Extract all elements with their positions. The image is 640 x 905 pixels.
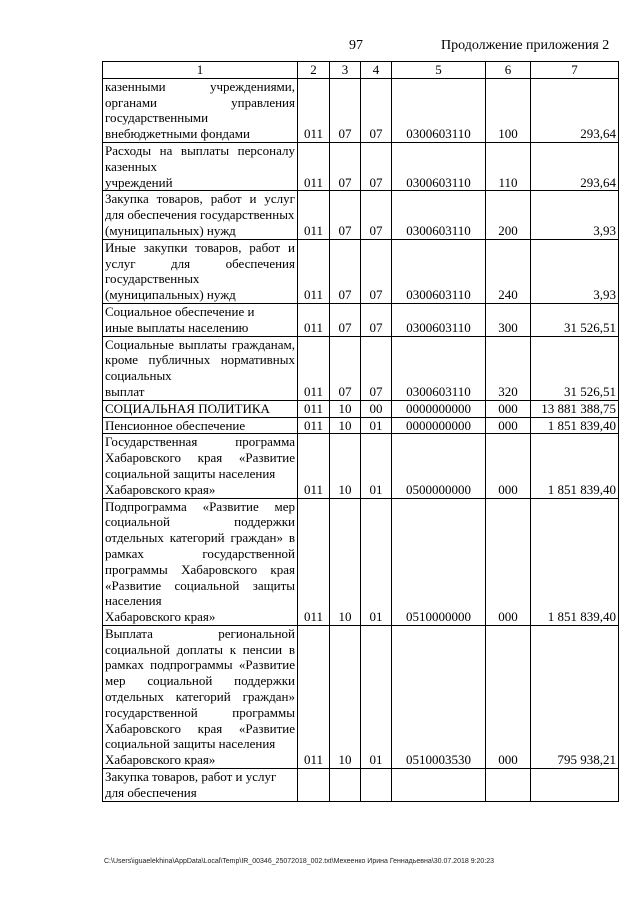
- row-name-line: в рамках подпрограммы: [105, 641, 295, 673]
- row-name-line: Хабаровского края «Развитие: [105, 561, 296, 593]
- row-name-line: Пенсионное обеспечение: [105, 417, 246, 433]
- subsection-cell: 07: [361, 303, 392, 336]
- table-row: [103, 303, 619, 336]
- table-body: [103, 78, 619, 801]
- expense-type-cell: 000: [486, 625, 531, 768]
- expense-type-cell: 000: [486, 400, 531, 417]
- row-name-line: социальной защиты населения: [105, 736, 276, 752]
- admin-code-cell: 011: [298, 400, 330, 417]
- section-cell: 07: [330, 78, 361, 142]
- subsection-cell: 01: [361, 625, 392, 768]
- row-name-line: Выплата региональной: [105, 625, 295, 641]
- row-name-cell: [103, 336, 298, 400]
- target-article-cell: 0300603110: [392, 336, 486, 400]
- table-row: [103, 417, 619, 434]
- admin-code-cell: 011: [298, 303, 330, 336]
- row-name-cell: [103, 303, 298, 336]
- admin-code-cell: 011: [298, 142, 330, 190]
- row-name-line: государственными: [105, 110, 209, 126]
- section-cell: 10: [330, 417, 361, 434]
- continuation-heading: Продолжение приложения 2: [441, 38, 610, 53]
- section-cell: 07: [330, 191, 361, 239]
- row-name-line: иные выплаты населению: [105, 319, 249, 335]
- admin-code-cell: 011: [298, 239, 330, 303]
- row-name-line: Хабаровского края «Развитие: [105, 720, 295, 736]
- admin-code-cell: 011: [298, 191, 330, 239]
- expense-type-cell: 110: [486, 142, 531, 190]
- subsection-cell: 00: [361, 400, 392, 417]
- section-cell: 10: [330, 434, 361, 498]
- subsection-cell: 07: [361, 239, 392, 303]
- table-row: [103, 769, 619, 802]
- row-name-line: отдельных категорий: [105, 530, 225, 546]
- column-header: 2: [298, 62, 330, 79]
- row-name-line: (муниципальных) нужд: [105, 222, 236, 238]
- row-name-line: Социальное обеспечение и: [105, 303, 255, 319]
- section-cell: 10: [330, 498, 361, 625]
- expense-type-cell: 240: [486, 239, 531, 303]
- page-number: 97: [349, 38, 363, 53]
- row-name-line: Социальные выплаты: [105, 336, 227, 352]
- amount-cell: 293,64: [531, 142, 619, 190]
- amount-cell: [531, 769, 619, 802]
- target-article-cell: [392, 769, 486, 802]
- row-name-cell: [103, 191, 298, 239]
- column-header: 1: [103, 62, 298, 79]
- row-name-line: выплат: [105, 383, 145, 399]
- admin-code-cell: 011: [298, 336, 330, 400]
- expense-type-cell: 100: [486, 78, 531, 142]
- target-article-cell: 0000000000: [392, 400, 486, 417]
- subsection-cell: 07: [361, 336, 392, 400]
- expense-type-cell: 320: [486, 336, 531, 400]
- target-article-cell: 0300603110: [392, 239, 486, 303]
- row-name-line: СОЦИАЛЬНАЯ ПОЛИТИКА: [105, 400, 270, 416]
- row-name-cell: [103, 498, 298, 625]
- target-article-cell: 0300603110: [392, 142, 486, 190]
- section-cell: 07: [330, 336, 361, 400]
- table-row: [103, 239, 619, 303]
- amount-cell: 31 526,51: [531, 336, 619, 400]
- section-cell: [330, 769, 361, 802]
- admin-code-cell: 011: [298, 498, 330, 625]
- amount-cell: 1 851 839,40: [531, 417, 619, 434]
- row-name-line: социальной защиты населения: [105, 577, 296, 609]
- row-name-line: поддержки отдельных: [105, 673, 295, 705]
- row-name-cell: [103, 239, 298, 303]
- amount-cell: 3,93: [531, 191, 619, 239]
- subsection-cell: 01: [361, 498, 392, 625]
- row-name-line: Подпрограмма «Развитие мер: [105, 498, 295, 514]
- target-article-cell: 0500000000: [392, 434, 486, 498]
- table-row: [103, 434, 619, 498]
- row-name-line: государственной программы: [105, 545, 295, 577]
- subsection-cell: 01: [361, 434, 392, 498]
- amount-cell: 3,93: [531, 239, 619, 303]
- column-header: 5: [392, 62, 486, 79]
- table-row: [103, 78, 619, 142]
- amount-cell: 293,64: [531, 78, 619, 142]
- row-name-line: нормативных социальных: [105, 352, 295, 384]
- column-header: 7: [531, 62, 619, 79]
- row-name-line: учреждений: [105, 174, 173, 190]
- row-name-cell: [103, 142, 298, 190]
- target-article-cell: 0510003530: [392, 625, 486, 768]
- amount-cell: 13 881 388,75: [531, 400, 619, 417]
- row-name-line: (муниципальных) нужд: [105, 287, 236, 303]
- row-name-cell: [103, 434, 298, 498]
- row-name-cell: [103, 417, 298, 434]
- row-name-line: Хабаровского края»: [105, 481, 216, 497]
- table-row: [103, 142, 619, 190]
- row-name-line: Хабаровского края»: [105, 609, 216, 625]
- admin-code-cell: [298, 769, 330, 802]
- row-name-line: граждан» в рамках: [105, 530, 295, 561]
- column-header: 3: [330, 62, 361, 79]
- row-name-line: Иные закупки товаров, работ и: [105, 239, 295, 255]
- target-article-cell: 0000000000: [392, 417, 486, 434]
- row-name-cell: [103, 625, 298, 768]
- row-name-line: социальной защиты населения: [105, 465, 276, 481]
- file-path-footer: C:\Users\iguaelekhina\AppData\Local\Temp\IR_00346_25072018_002.txt\Мехеенко Ирина Геннадьевна\30.07.2018 9:20:23: [104, 858, 495, 865]
- expense-type-cell: [486, 769, 531, 802]
- row-name-line: социальной поддержки: [105, 514, 295, 530]
- amount-cell: 795 938,21: [531, 625, 619, 768]
- table-header-row: [103, 62, 619, 79]
- row-name-line: Расходы на выплаты: [105, 142, 230, 158]
- row-name-line: Хабаровского края»: [105, 752, 216, 768]
- table-row: [103, 498, 619, 625]
- expense-type-cell: 200: [486, 191, 531, 239]
- table-row: [103, 191, 619, 239]
- section-cell: 10: [330, 625, 361, 768]
- row-name-line: государственной программы: [105, 704, 295, 720]
- row-name-line: органами управления: [105, 94, 295, 110]
- subsection-cell: 07: [361, 78, 392, 142]
- subsection-cell: 07: [361, 142, 392, 190]
- row-name-cell: [103, 400, 298, 417]
- expense-type-cell: 300: [486, 303, 531, 336]
- amount-cell: 31 526,51: [531, 303, 619, 336]
- target-article-cell: 0300603110: [392, 191, 486, 239]
- row-name-line: государственных: [200, 207, 295, 223]
- target-article-cell: 0300603110: [392, 78, 486, 142]
- subsection-cell: [361, 769, 392, 802]
- expense-type-cell: 000: [486, 434, 531, 498]
- row-name-line: категорий граждан»: [175, 689, 295, 705]
- row-name-line: Закупка товаров, работ и услуг: [105, 191, 295, 207]
- row-name-line: Хабаровского края «Развитие: [105, 450, 295, 466]
- section-cell: 07: [330, 303, 361, 336]
- row-name-line: персоналу казенных: [105, 142, 295, 174]
- admin-code-cell: 011: [298, 417, 330, 434]
- row-name-line: Закупка товаров, работ и услуг: [105, 769, 277, 785]
- row-name-line: социальной доплаты к пенсии: [105, 641, 283, 657]
- target-article-cell: 0300603110: [392, 303, 486, 336]
- column-header: 4: [361, 62, 392, 79]
- row-name-line: услуг для обеспечения: [105, 255, 295, 271]
- row-name-line: «Развитие мер социальной: [105, 657, 295, 689]
- column-header: 6: [486, 62, 531, 79]
- target-article-cell: 0510000000: [392, 498, 486, 625]
- row-name-line: гражданам, кроме публичных: [105, 336, 295, 368]
- row-name-line: для обеспечения: [105, 784, 197, 800]
- admin-code-cell: 011: [298, 434, 330, 498]
- table-row: [103, 336, 619, 400]
- expense-type-cell: 000: [486, 417, 531, 434]
- section-cell: 07: [330, 239, 361, 303]
- admin-code-cell: 011: [298, 78, 330, 142]
- table-row: [103, 400, 619, 417]
- amount-cell: 1 851 839,40: [531, 498, 619, 625]
- admin-code-cell: 011: [298, 625, 330, 768]
- row-name-line: Государственная программа: [105, 434, 295, 450]
- subsection-cell: 01: [361, 417, 392, 434]
- row-name-cell: [103, 78, 298, 142]
- table-row: [103, 625, 619, 768]
- row-name-cell: [103, 769, 298, 802]
- subsection-cell: 07: [361, 191, 392, 239]
- amount-cell: 1 851 839,40: [531, 434, 619, 498]
- row-name-line: казенными учреждениями,: [105, 78, 295, 94]
- row-name-line: государственных: [105, 271, 200, 287]
- expense-type-cell: 000: [486, 498, 531, 625]
- row-name-line: для обеспечения: [105, 207, 197, 223]
- row-name-line: внебюджетными фондами: [105, 126, 250, 142]
- budget-table: [102, 61, 619, 802]
- section-cell: 10: [330, 400, 361, 417]
- section-cell: 07: [330, 142, 361, 190]
